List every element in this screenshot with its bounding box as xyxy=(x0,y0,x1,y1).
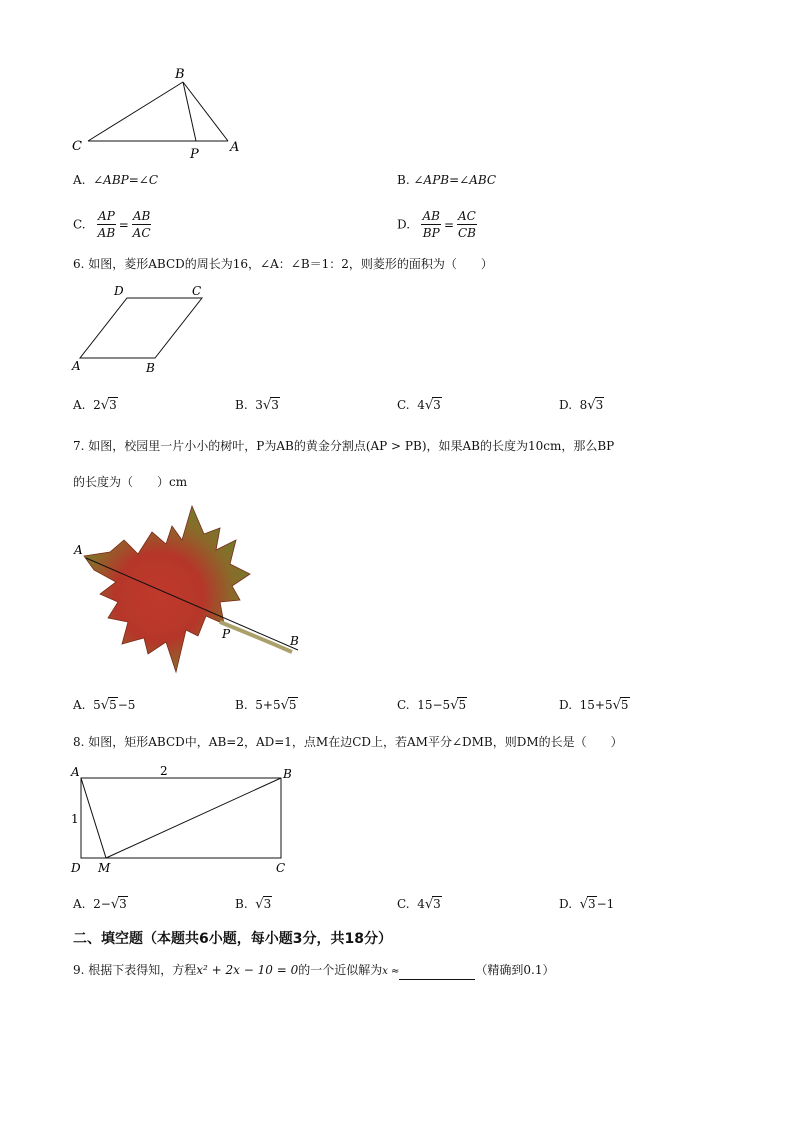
label-C: C xyxy=(192,284,202,298)
q9-text xyxy=(73,962,555,980)
label-D: D xyxy=(114,284,124,298)
q6-option-b[interactable]: B. 3√3 xyxy=(235,398,279,413)
q7-text-line2: 的长度为（ ）cm xyxy=(73,475,188,489)
label-A: A xyxy=(230,140,240,155)
label-A: A xyxy=(71,765,80,779)
label-P: P xyxy=(222,627,231,641)
q5-option-c[interactable]: C. $\frac{AP}{AB}$ = $\frac{AB}{AC}$ xyxy=(73,209,151,240)
label-P: P xyxy=(190,147,199,162)
label-1: 1 xyxy=(71,812,79,826)
triangle-figure xyxy=(68,62,248,162)
label-M: M xyxy=(98,861,111,875)
leaf-figure xyxy=(70,504,310,679)
q9-approx: x ≈ xyxy=(382,966,400,977)
q6-option-d[interactable]: D. 8√3 xyxy=(559,398,604,413)
section-heading: 二、填空题（本题共6小题，每小题3分，共18分） xyxy=(73,931,392,947)
leaf-shape xyxy=(84,506,250,672)
q9-answer-blank[interactable] xyxy=(399,967,475,980)
q7-option-a[interactable]: A. 5√5−5 xyxy=(73,698,136,713)
q5-option-b[interactable]: B. ∠APB=∠ABC xyxy=(397,173,497,187)
label-A: A xyxy=(74,543,83,557)
label-D: D xyxy=(71,861,81,875)
q5-option-a[interactable]: A. ∠ABP=∠C xyxy=(73,173,159,187)
q9-middle: 的一个近似解为 xyxy=(298,963,383,977)
q8-option-b[interactable]: B. √3 xyxy=(235,897,272,912)
q8-text: 8. 如图，矩形ABCD中，AB=2，AD=1，点M在边CD上，若AM平分∠DMB，则DM的长是（ ） xyxy=(73,735,623,749)
q9-prefix: 9. 根据下表得知，方程 xyxy=(73,963,197,977)
q6-option-a[interactable]: A. 2√3 xyxy=(73,398,117,413)
label-C: C xyxy=(276,861,286,875)
rectangle-figure xyxy=(68,762,308,880)
label-B: B xyxy=(283,767,292,781)
q6-text: 6. 如图，菱形ABCD的周长为16，∠A：∠B＝1：2，则菱形的面积为（ ） xyxy=(73,257,493,271)
q7-option-d[interactable]: D. 15+5√5 xyxy=(559,698,629,713)
label-A: A xyxy=(72,359,81,373)
q6-option-c[interactable]: C. 4√3 xyxy=(397,398,441,413)
q7-option-c[interactable]: C. 15−5√5 xyxy=(397,698,467,713)
q5-option-d[interactable]: D. $\frac{AB}{BP}$ = $\frac{AC}{CB}$ xyxy=(397,209,476,240)
label-2: 2 xyxy=(160,764,168,778)
label-B: B xyxy=(175,67,185,82)
rhombus-figure xyxy=(68,280,218,375)
q8-option-d[interactable]: D. √3−1 xyxy=(559,897,615,912)
q8-option-a[interactable]: A. 2−√3 xyxy=(73,897,127,912)
q7-text-line1: 7. 如图，校园里一片小小的树叶，P为AB的黄金分割点(AP > PB)，如果AB的长度为10cm，那么BP xyxy=(73,439,615,453)
q7-option-b[interactable]: B. 5+5√5 xyxy=(235,698,297,713)
label-B: B xyxy=(290,634,299,648)
q9-suffix: （精确到0.1） xyxy=(475,963,555,977)
q8-option-c[interactable]: C. 4√3 xyxy=(397,897,441,912)
label-C: C xyxy=(72,139,82,154)
label-B: B xyxy=(146,361,155,375)
q9-equation: x² + 2x − 10 = 0 xyxy=(196,963,299,977)
